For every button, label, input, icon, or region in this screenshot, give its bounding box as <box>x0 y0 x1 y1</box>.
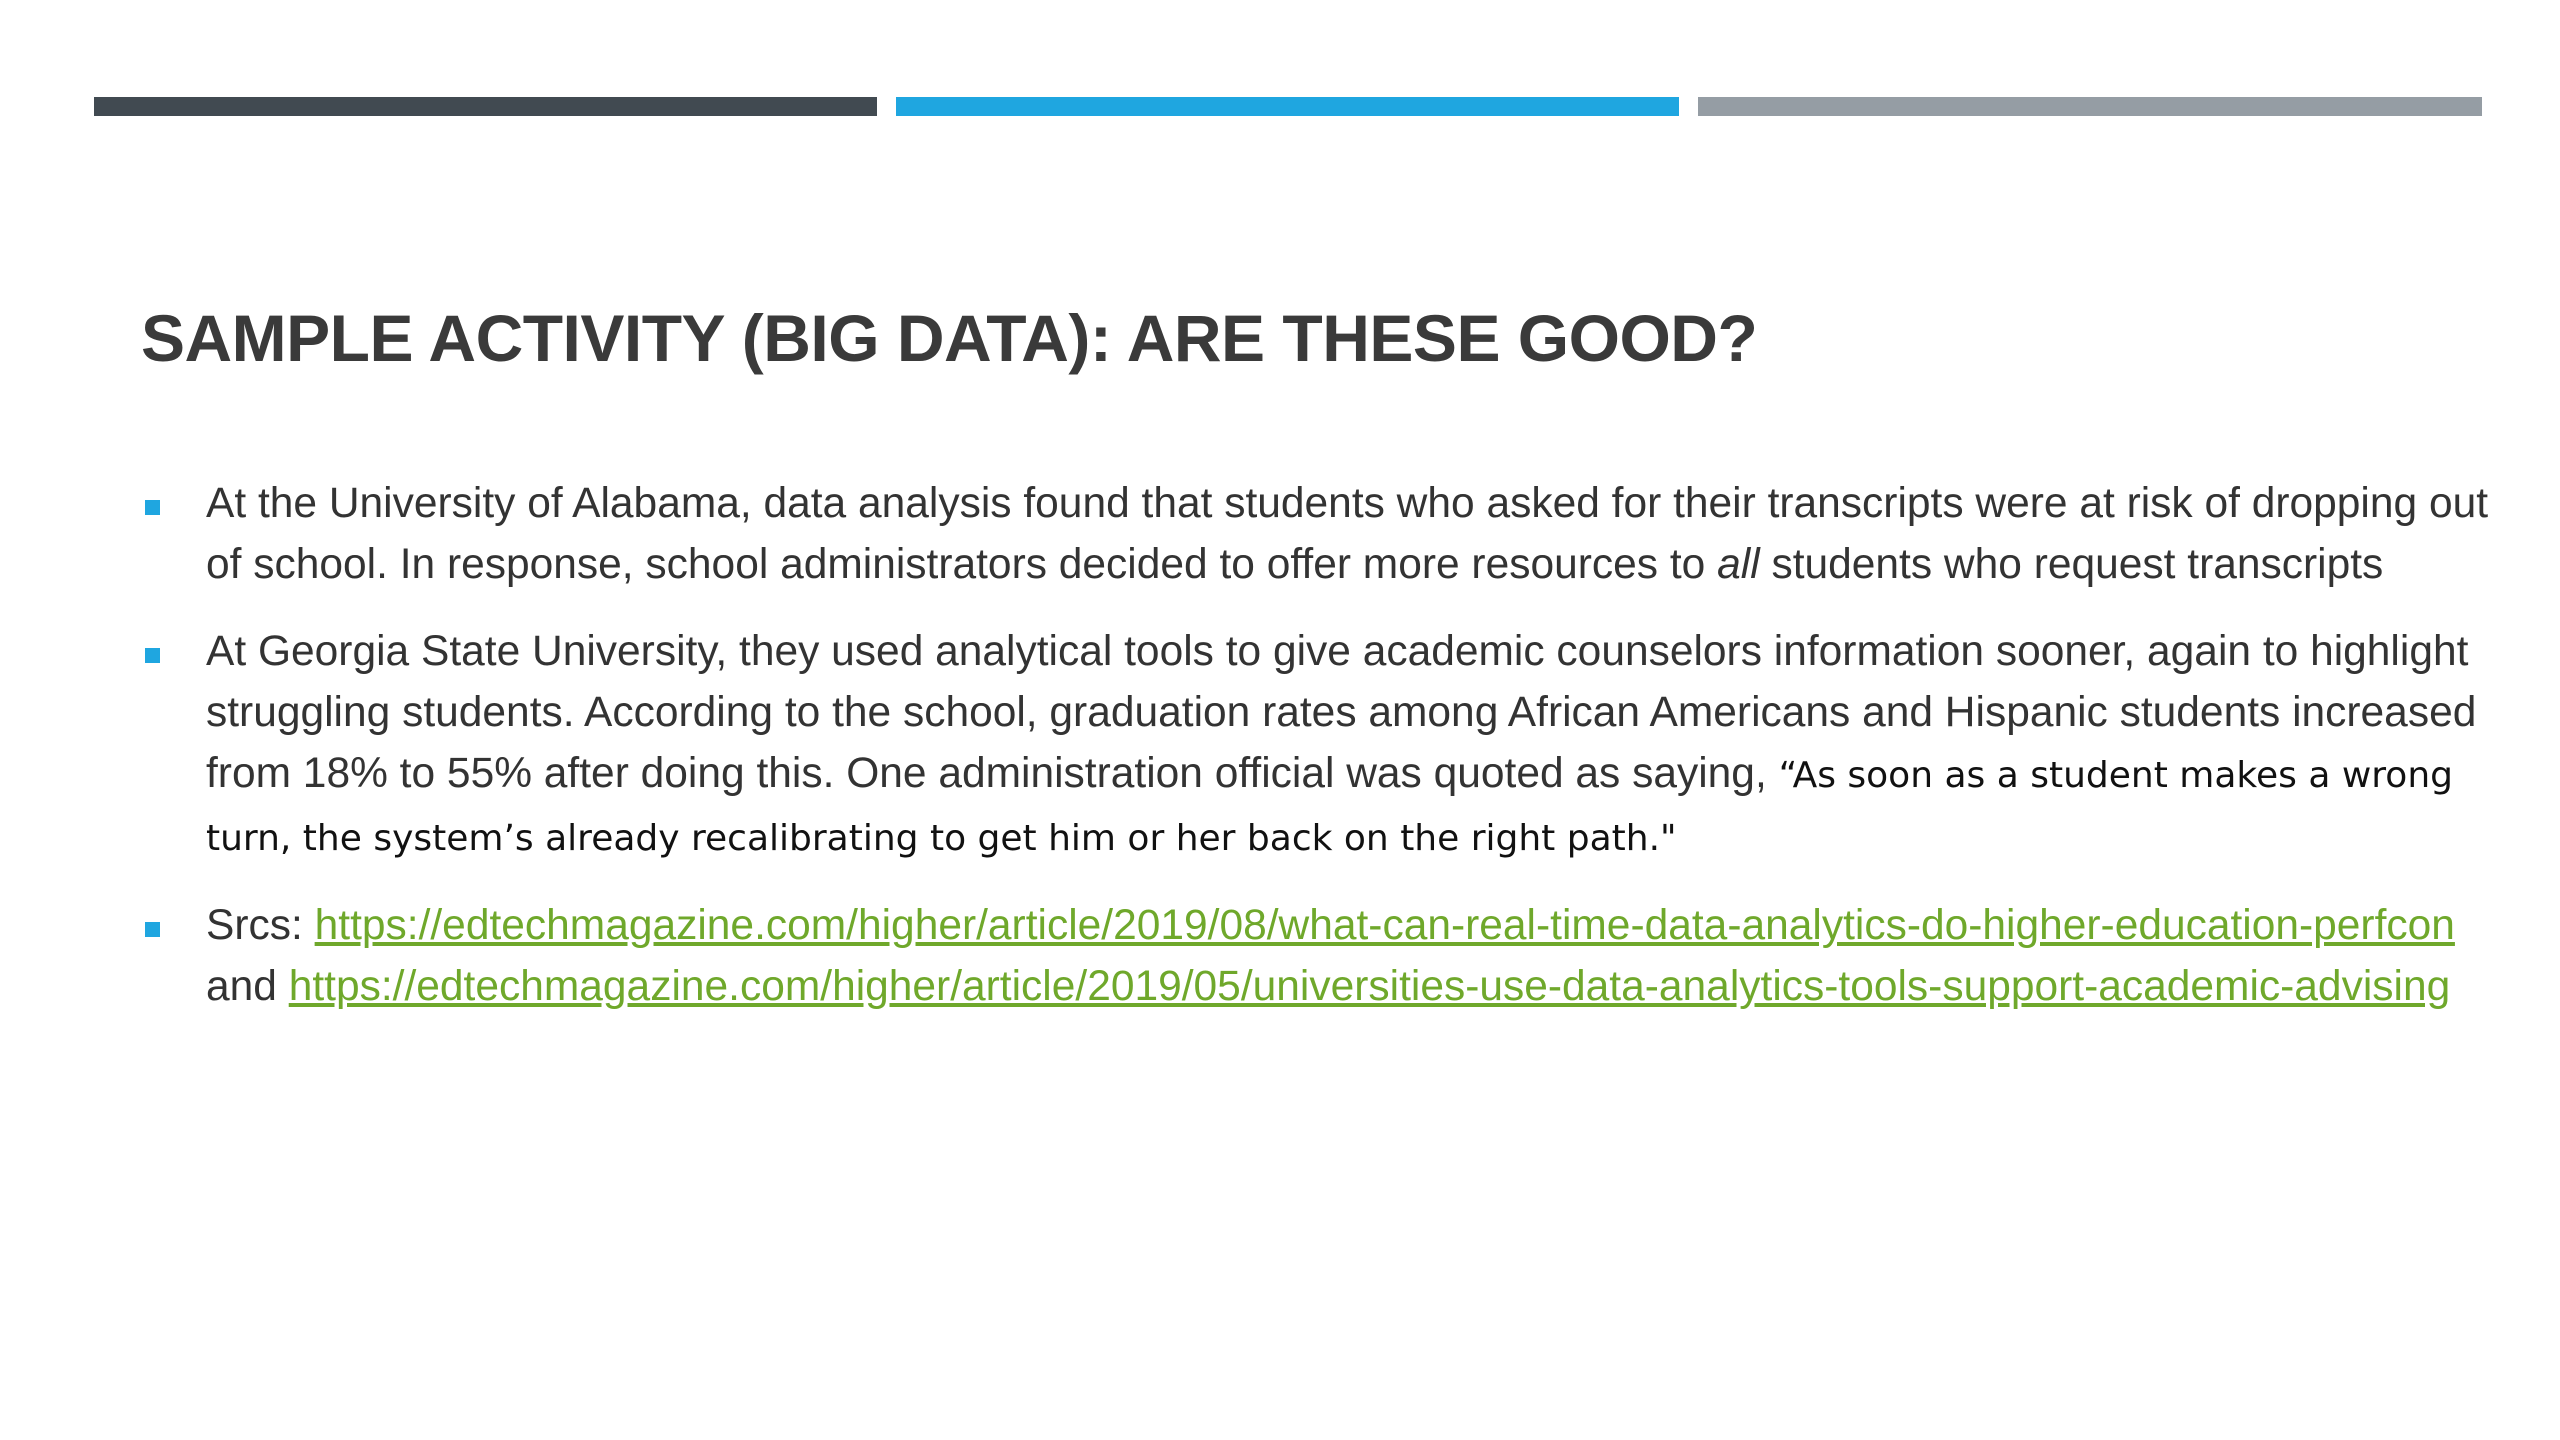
square-bullet-icon <box>145 500 160 515</box>
bullet-alabama <box>0 473 2560 595</box>
bullet-text: students who request transcripts <box>1759 541 2384 588</box>
slide-title: SAMPLE ACTIVITY (BIG DATA): ARE THESE GOOD? <box>141 301 1758 375</box>
bullet-emphasis: all <box>1717 541 1760 588</box>
accent-bar-gray <box>1698 97 2482 116</box>
accent-bar-dark <box>94 97 877 116</box>
accent-bar-blue <box>896 97 1679 116</box>
source-link-advising[interactable]: https://edtechmagazine.com/higher/article/2019/05/universities-use-data-analytics-tools-support-academic-advising <box>288 963 2451 1010</box>
sources-connector: and <box>206 963 289 1010</box>
bullet-sources <box>0 895 2560 1017</box>
bullet-text: At Georgia State University, they used analytical tools to give academic counselors information sooner, again to highlight struggling students. According to the school, graduation rates among African Americans and Hispanic students increased from 18% to 55% after doing this. One administration official was quoted as saying, <box>206 628 2477 797</box>
official-quote: “As soon as a student makes a wrong turn, the system’s already recalibrating to get him or her back on the right path." <box>206 755 2453 859</box>
source-link-perfcon[interactable]: https://edtechmagazine.com/higher/article/2019/08/what-can-real-time-data-analytics-do-higher-education-perfcon <box>314 902 2455 949</box>
bullet-text: At the University of Alabama, data analysis found that students who asked for their transcripts were at risk of dropping out of school. In response, school administrators decided to offer more resources to <box>206 480 2489 588</box>
bullet-georgia-state <box>0 621 2560 869</box>
sources-prefix: Srcs: <box>206 902 315 949</box>
square-bullet-icon <box>145 648 160 663</box>
bullet-list <box>0 473 2560 1043</box>
square-bullet-icon <box>145 922 160 937</box>
